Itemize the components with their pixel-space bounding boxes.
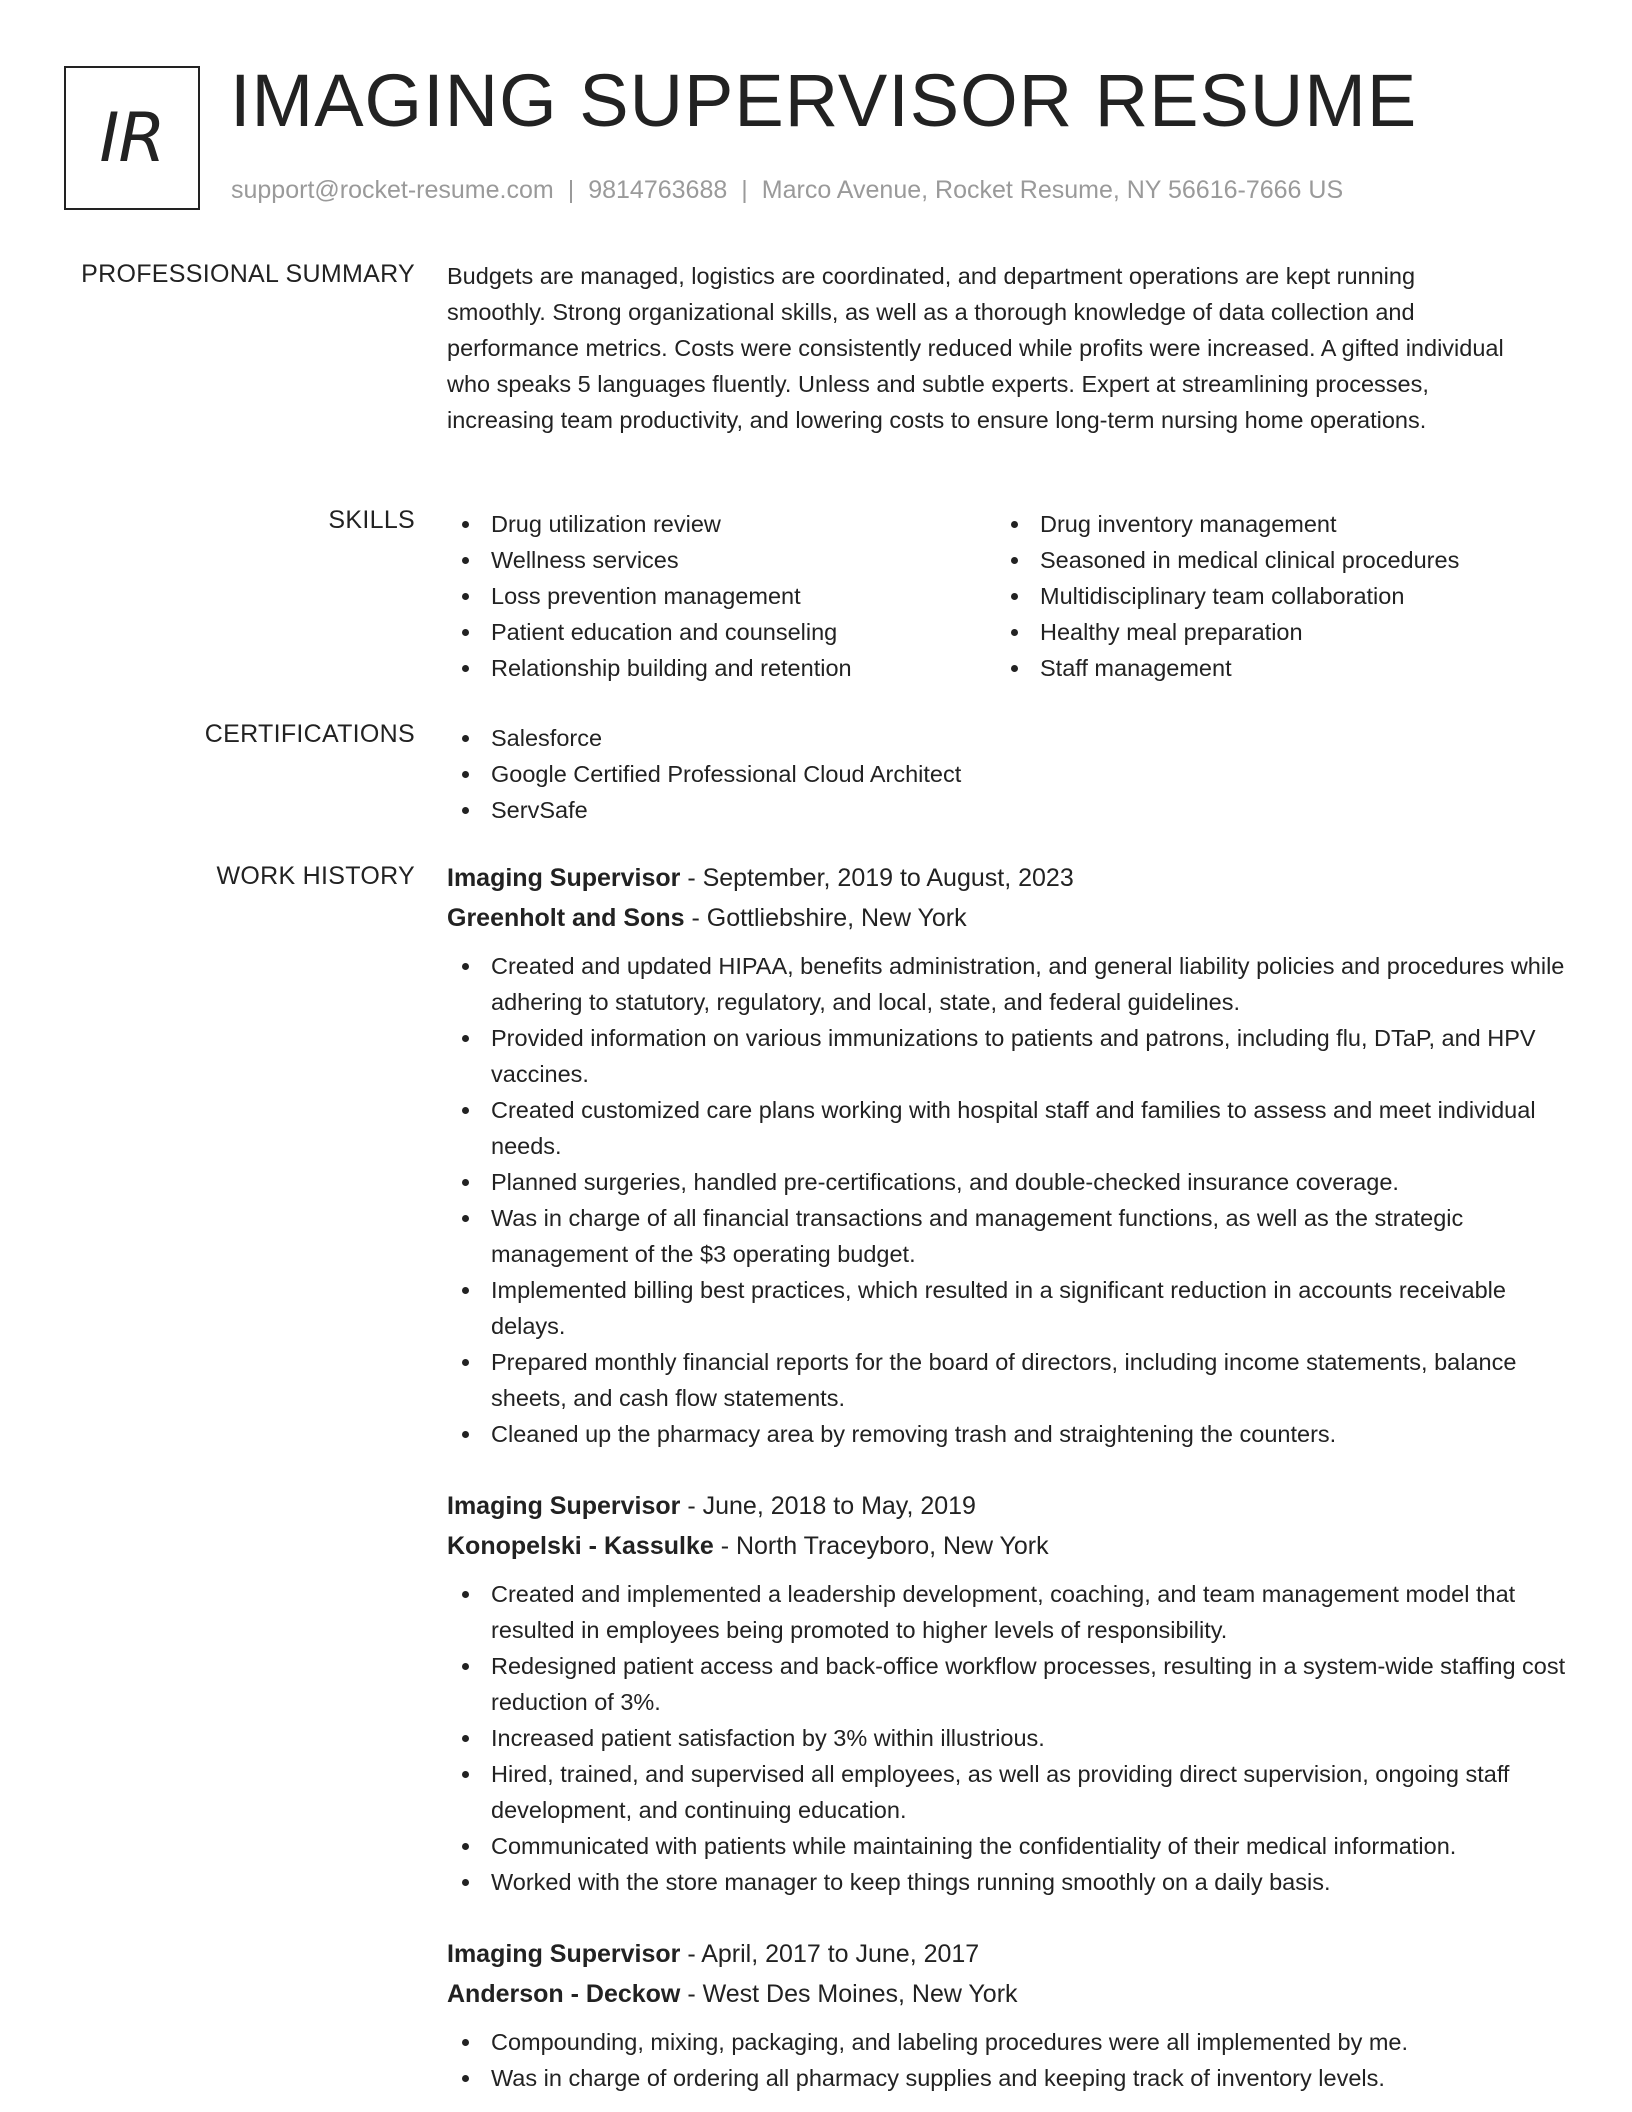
contact-line bbox=[231, 176, 1343, 205]
skill-item: Drug inventory management bbox=[996, 506, 1545, 542]
skill-item: Staff management bbox=[996, 650, 1545, 686]
job-dates: - June, 2018 to May, 2019 bbox=[680, 1492, 976, 1520]
job-company: Anderson - Deckow bbox=[447, 1980, 681, 2008]
skill-item: Multidisciplinary team collaboration bbox=[996, 578, 1545, 614]
skills-label: SKILLS bbox=[328, 506, 415, 534]
certifications-label: CERTIFICATIONS bbox=[204, 720, 415, 748]
job-company-line bbox=[447, 1526, 1577, 1566]
job-entry bbox=[447, 1934, 1577, 2096]
skill-item: Loss prevention management bbox=[447, 578, 996, 614]
job-bullet: Hired, trained, and supervised all employees, as well as providing direct supervision, ongoing staff development, and continuing education. bbox=[447, 1756, 1577, 1828]
work-history-label: WORK HISTORY bbox=[216, 862, 415, 890]
job-bullet: Was in charge of all financial transactions and management functions, as well as the strategic management of the $3 operating budget. bbox=[447, 1200, 1577, 1272]
job-title-line bbox=[447, 1934, 1577, 1974]
job-entry bbox=[447, 1486, 1577, 1900]
job-bullets bbox=[447, 1576, 1577, 1900]
contact-email[interactable]: support@rocket-resume.com bbox=[231, 176, 554, 204]
job-title: Imaging Supervisor bbox=[447, 1940, 681, 1968]
skills-columns bbox=[447, 506, 1577, 686]
job-bullet: Was in charge of ordering all pharmacy supplies and keeping track of inventory levels. bbox=[447, 2060, 1577, 2096]
contact-address: Marco Avenue, Rocket Resume, NY 56616-7666 US bbox=[761, 176, 1344, 204]
job-company-line bbox=[447, 898, 1577, 938]
job-bullet: Prepared monthly financial reports for the board of directors, including income statements, balance sheets, and cash flow statements. bbox=[447, 1344, 1577, 1416]
skill-item: Wellness services bbox=[447, 542, 996, 578]
job-location: - West Des Moines, New York bbox=[680, 1980, 1018, 2008]
job-bullet: Created and implemented a leadership development, coaching, and team management model that resulted in employees being promoted to higher levels of responsibility. bbox=[447, 1576, 1577, 1648]
job-bullet: Cleaned up the pharmacy area by removing trash and straightening the counters. bbox=[447, 1416, 1577, 1452]
job-location: - North Traceyboro, New York bbox=[713, 1532, 1049, 1560]
job-bullet: Communicated with patients while maintaining the confidentiality of their medical information. bbox=[447, 1828, 1577, 1864]
job-bullet: Created and updated HIPAA, benefits administration, and general liability policies and procedures while adhering to statutory, regulatory, and local, state, and federal guidelines. bbox=[447, 948, 1577, 1020]
skill-item: Relationship building and retention bbox=[447, 650, 996, 686]
summary-text: Budgets are managed, logistics are coordinated, and department operations are kept running smoothly. Strong organizational skills, as well as a thorough knowledge of data collection and performance metrics. Costs were consistently reduced while profits were increased. A gifted individual who speaks 5 languages fluently. Unless and subtle experts. Expert at streamlining processes, increasing team productivity, and lowering costs to ensure long-term nursing home operations. bbox=[447, 263, 1504, 433]
certifications-list bbox=[447, 720, 1577, 828]
certification-item: ServSafe bbox=[447, 792, 1577, 828]
job-bullet: Implemented billing best practices, which resulted in a significant reduction in accounts receivable delays. bbox=[447, 1272, 1577, 1344]
job-bullets bbox=[447, 948, 1577, 1452]
skill-item: Drug utilization review bbox=[447, 506, 996, 542]
skills-list-right bbox=[996, 506, 1545, 686]
job-bullet: Planned surgeries, handled pre-certifications, and double-checked insurance coverage. bbox=[447, 1164, 1577, 1200]
skill-item: Patient education and counseling bbox=[447, 614, 996, 650]
resume-title: IMAGING SUPERVISOR RESUME bbox=[230, 59, 1418, 142]
job-dates: - April, 2017 to June, 2017 bbox=[680, 1940, 980, 1968]
contact-separator: | bbox=[741, 176, 748, 204]
monogram-text: IR bbox=[99, 98, 165, 178]
job-bullet: Worked with the store manager to keep things running smoothly on a daily basis. bbox=[447, 1864, 1577, 1900]
skill-item: Healthy meal preparation bbox=[996, 614, 1545, 650]
job-company-line bbox=[447, 1974, 1577, 2014]
monogram-logo bbox=[64, 66, 200, 210]
job-bullet: Redesigned patient access and back-office workflow processes, resulting in a system-wide staffing cost reduction of 3%. bbox=[447, 1648, 1577, 1720]
skill-item: Seasoned in medical clinical procedures bbox=[996, 542, 1545, 578]
job-bullet: Created customized care plans working with hospital staff and families to assess and meet individual needs. bbox=[447, 1092, 1577, 1164]
summary-label: PROFESSIONAL SUMMARY bbox=[81, 260, 415, 288]
job-entry bbox=[447, 858, 1577, 1452]
job-company: Konopelski - Kassulke bbox=[447, 1532, 714, 1560]
job-bullets bbox=[447, 2024, 1577, 2096]
job-title-line bbox=[447, 858, 1577, 898]
job-dates: - September, 2019 to August, 2023 bbox=[680, 864, 1074, 892]
job-company: Greenholt and Sons bbox=[447, 904, 685, 932]
skills-list-left bbox=[447, 506, 996, 686]
contact-phone[interactable]: 9814763688 bbox=[588, 176, 728, 204]
certification-item: Google Certified Professional Cloud Architect bbox=[447, 756, 1577, 792]
job-location: - Gottliebshire, New York bbox=[684, 904, 967, 932]
job-title: Imaging Supervisor bbox=[447, 1492, 681, 1520]
job-bullet: Increased patient satisfaction by 3% within illustrious. bbox=[447, 1720, 1577, 1756]
work-history-list bbox=[447, 858, 1577, 2112]
certification-item: Salesforce bbox=[447, 720, 1577, 756]
job-bullet: Provided information on various immunizations to patients and patrons, including flu, DTaP, and HPV vaccines. bbox=[447, 1020, 1577, 1092]
contact-separator: | bbox=[567, 176, 575, 204]
job-title: Imaging Supervisor bbox=[447, 864, 681, 892]
job-bullet: Compounding, mixing, packaging, and labeling procedures were all implemented by me. bbox=[447, 2024, 1577, 2060]
job-title-line bbox=[447, 1486, 1577, 1526]
